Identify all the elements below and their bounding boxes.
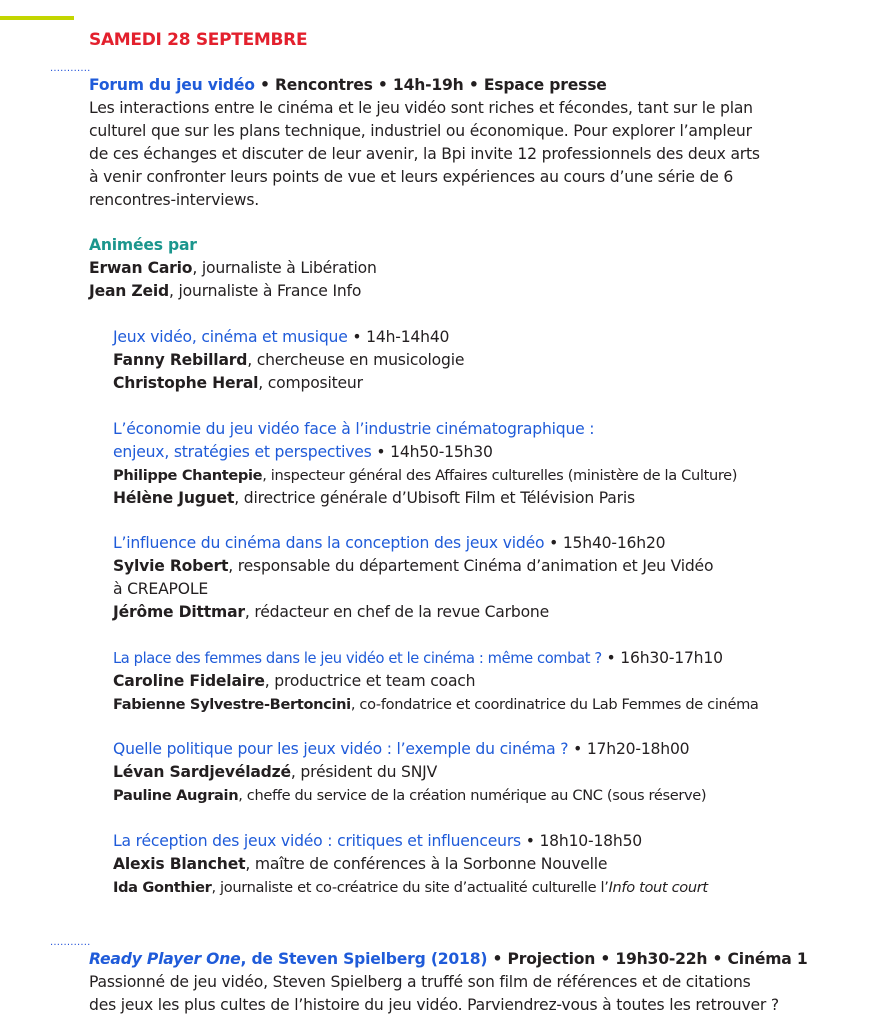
speaker-role: , rédacteur en chef de la revue Carbone [244,603,549,621]
top-accent-bar [0,16,74,20]
speaker-name: Jérôme Dittmar [113,603,245,621]
forum-description-line: à venir confronter leurs points de vue et leurs expériences au cours d’une série de 6 [89,168,734,186]
speaker-entry [113,670,813,693]
speaker-role: , compositeur [258,374,363,392]
host-entry [89,257,809,280]
hosts-label: Animées par [89,236,197,254]
screening-heading [89,948,809,971]
forum-title: Forum du jeu vidéo [89,76,255,94]
speaker-role: , maître de conférences à la Sorbonne Nouvelle [245,855,608,873]
screening-description-line: des jeux les plus cultes de l’histoire du jeu vidéo. Parviendrez-vous à toutes les retrouver ? [89,996,779,1014]
session-title: Quelle politique pour les jeux vidéo : l’exemple du cinéma ? [113,740,569,758]
forum-description-line: Les interactions entre le cinéma et le jeu vidéo sont riches et fécondes, tant sur le plan [89,99,753,117]
forum-heading [89,74,809,97]
session-heading [113,326,813,349]
film-title: Ready Player One [89,950,241,968]
session-3 [113,532,813,624]
host-name: Jean Zeid [89,282,170,300]
hosts-block [89,234,809,303]
speaker-entry [113,693,813,716]
screening-meta: • Projection • 19h30-22h • Cinéma 1 [487,950,808,968]
speaker-role: , journaliste et co-créatrice du site d’actualité culturelle l’ [211,879,609,896]
forum-description-line: de ces échanges et discuter de leur avenir, la Bpi invite 12 professionnels des deux arts [89,145,760,163]
session-1 [113,326,813,395]
film-credit: , de Steven Spielberg (2018) [240,950,488,968]
session-time: • 18h10-18h50 [520,832,643,850]
speaker-role: , président du SNJV [290,763,438,781]
session-time: • 16h30-17h10 [601,649,723,667]
session-heading [113,441,813,464]
date-heading: SAMEDI 28 SEPTEMBRE [89,30,308,50]
session-4 [113,647,813,716]
speaker-name: Fanny Rebillard [113,351,248,369]
session-heading [113,830,813,853]
forum-block [89,74,809,212]
session-6 [113,830,813,899]
speaker-entry [113,876,813,899]
speaker-entry [113,761,813,784]
speaker-entry [113,487,813,510]
speaker-entry [113,372,813,395]
speaker-name: Pauline Augrain [113,787,239,804]
session-time: • 15h40-16h20 [544,534,666,552]
speaker-entry [113,464,813,487]
speaker-role: , responsable du département Cinéma d’animation et Jeu Vidéo [228,557,714,575]
session-title: L’influence du cinéma dans la conception des jeux vidéo [113,534,545,552]
speaker-role: , co-fondatrice et coordinatrice du Lab Femmes de cinéma [350,696,759,713]
session-5 [113,738,813,807]
session-title: La place des femmes dans le jeu vidéo et le cinéma : même combat ? [113,650,602,667]
forum-meta: • Rencontres • 14h-19h • Espace presse [254,76,607,94]
speaker-role: , productrice et team coach [264,672,476,690]
separator-dots: ............ [50,63,91,74]
forum-description-line: rencontres-interviews. [89,191,259,209]
session-time: • 14h-14h40 [347,328,450,346]
speaker-entry [113,784,813,807]
speaker-name: Ida Gonthier [113,879,212,896]
session-title: Jeux vidéo, cinéma et musique [113,328,348,346]
speaker-name: Alexis Blanchet [113,855,246,873]
speaker-name: Caroline Fidelaire [113,672,265,690]
speaker-role: , inspecteur général des Affaires culturelles (ministère de la Culture) [262,467,738,484]
speaker-name: Christophe Heral [113,374,259,392]
session-time: • 17h20-18h00 [568,740,690,758]
speaker-name: Philippe Chantepie [113,467,263,484]
session-time: • 14h50-15h30 [371,443,493,461]
host-role: , journaliste à France Info [169,282,362,300]
session-title: L’économie du jeu vidéo face à l’industrie cinématographique : [113,420,595,438]
session-heading [113,738,813,761]
speaker-role: , cheffe du service de la création numérique au CNC (sous réserve) [238,787,707,804]
forum-description-line: culturel que sur les plans technique, industriel ou économique. Pour explorer l’ampleur [89,122,752,140]
session-heading [113,647,813,670]
speaker-role-cont: à CREAPOLE [113,580,208,598]
speaker-entry [113,555,813,578]
separator-dots: ............ [50,937,91,948]
session-title-cont: enjeux, stratégies et perspectives [113,443,372,461]
speaker-role: , chercheuse en musicologie [247,351,465,369]
screening-block [89,948,809,1017]
speaker-name: Fabienne Sylvestre-Bertoncini [113,696,351,713]
speaker-name: Hélène Juguet [113,489,235,507]
session-title: La réception des jeux vidéo : critiques et influenceurs [113,832,521,850]
session-2 [113,418,813,510]
session-heading [113,532,813,555]
publication-title: Info tout court [608,879,708,896]
speaker-name: Sylvie Robert [113,557,229,575]
screening-description-line: Passionné de jeu vidéo, Steven Spielberg a truffé son film de références et de citations [89,973,751,991]
host-role: , journaliste à Libération [192,259,377,277]
speaker-name: Lévan Sardjevéladzé [113,763,291,781]
speaker-entry [113,601,813,624]
speaker-entry [113,853,813,876]
host-name: Erwan Cario [89,259,193,277]
speaker-role: , directrice générale d’Ubisoft Film et Télévision Paris [234,489,635,507]
speaker-entry [113,349,813,372]
host-entry [89,280,809,303]
